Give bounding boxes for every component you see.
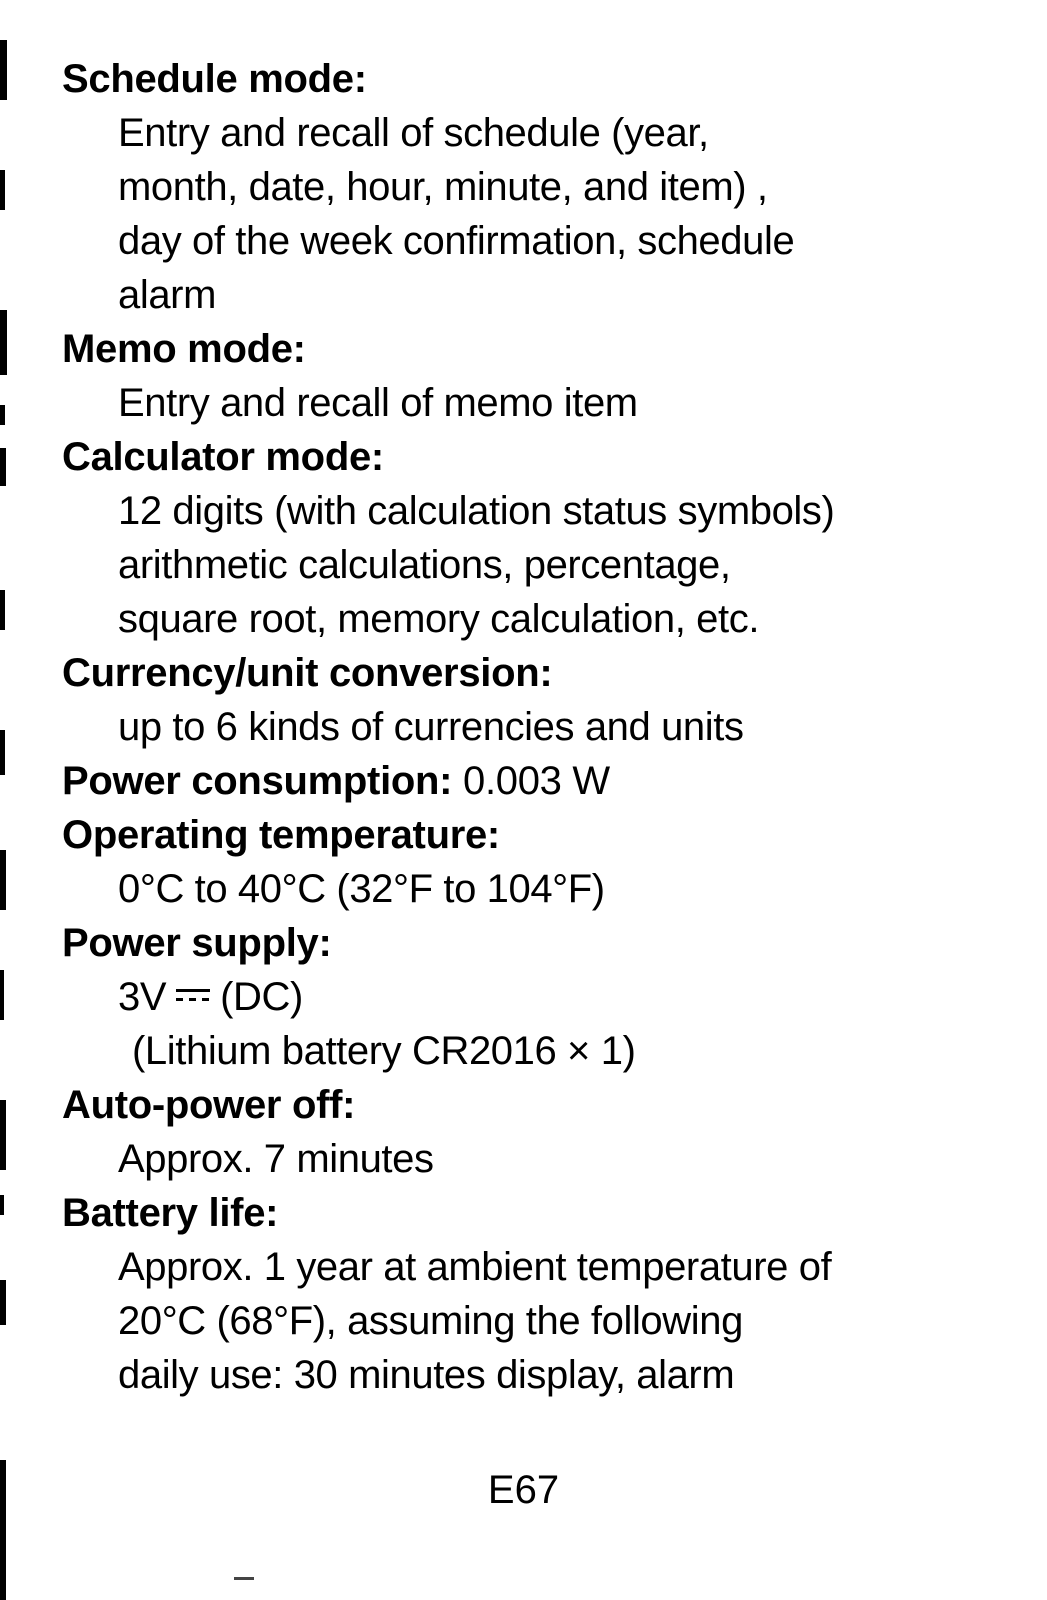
dc-label: (DC): [220, 975, 303, 1019]
spec-inline-value: 0.003 W: [463, 759, 610, 803]
spec-value-line: daily use: 30 minutes display, alarm: [118, 1353, 735, 1397]
spec-auto-power-off: [62, 1078, 1002, 1186]
spec-value-line: 20°C (68°F), assuming the following: [118, 1299, 743, 1343]
spec-label: Schedule mode:: [62, 57, 367, 101]
spec-value-line: day of the week confirmation, schedule: [118, 219, 795, 263]
binding-edge-mark: [0, 310, 7, 375]
voltage-value: 3V: [118, 975, 167, 1019]
spec-schedule-mode: [62, 52, 1002, 322]
spec-voltage-line: [118, 970, 1002, 1024]
spec-label: Power supply:: [62, 921, 332, 965]
spec-value-line: square root, memory calculation, etc.: [118, 597, 760, 641]
spec-label: Auto-power off:: [62, 1083, 356, 1127]
spec-battery-life: [62, 1186, 1002, 1402]
spec-value-line: alarm: [118, 273, 217, 317]
spec-value-line: month, date, hour, minute, and item) ,: [118, 165, 768, 209]
spec-label: Battery life:: [62, 1191, 279, 1235]
spec-value-line: Entry and recall of schedule (year,: [118, 111, 709, 155]
binding-edge-mark: [0, 1100, 6, 1170]
binding-edge-mark: [0, 448, 6, 486]
binding-edge-mark: [0, 1195, 4, 1215]
binding-edge-mark: [0, 170, 5, 210]
spec-label-row: [62, 754, 1002, 808]
spec-value-line: Approx. 1 year at ambient temperature of: [118, 1245, 832, 1289]
spec-value-line: (Lithium battery CR2016 × 1): [132, 1029, 636, 1073]
spec-value-line: Approx. 7 minutes: [118, 1137, 434, 1181]
spec-label: Currency/unit conversion:: [62, 651, 553, 695]
dc-current-symbol-icon: [176, 985, 210, 1005]
spec-operating-temperature: [62, 808, 1002, 916]
spec-power-supply: [62, 916, 1002, 1078]
spec-label: Power consumption:: [62, 759, 453, 803]
spec-label: Calculator mode:: [62, 435, 384, 479]
page-number: E67: [487, 1468, 560, 1512]
spec-label: Operating temperature:: [62, 813, 500, 857]
spec-memo-mode: [62, 322, 1002, 430]
binding-edge-mark: [0, 590, 5, 630]
spec-value-line: up to 6 kinds of currencies and units: [118, 705, 744, 749]
spec-value-line: Entry and recall of memo item: [118, 381, 638, 425]
spec-value-line: 0°C to 40°C (32°F to 104°F): [118, 867, 605, 911]
binding-edge-mark: [0, 730, 5, 775]
spec-calculator-mode: [62, 430, 1002, 646]
spec-label: Memo mode:: [62, 327, 306, 371]
spec-value-line: 12 digits (with calculation status symbols): [118, 489, 835, 533]
binding-edge-mark: [0, 970, 4, 1020]
spec-power-consumption: [62, 754, 1002, 808]
scan-smudge: [234, 1577, 254, 1580]
spec-currency-unit-conversion: [62, 646, 1002, 754]
binding-edge-mark: [0, 850, 6, 910]
specifications-list: [62, 52, 1002, 1402]
binding-edge-mark: [0, 1280, 6, 1325]
spec-value-line: arithmetic calculations, percentage,: [118, 543, 731, 587]
binding-edge-mark: [0, 40, 7, 100]
binding-edge-mark: [0, 405, 5, 425]
